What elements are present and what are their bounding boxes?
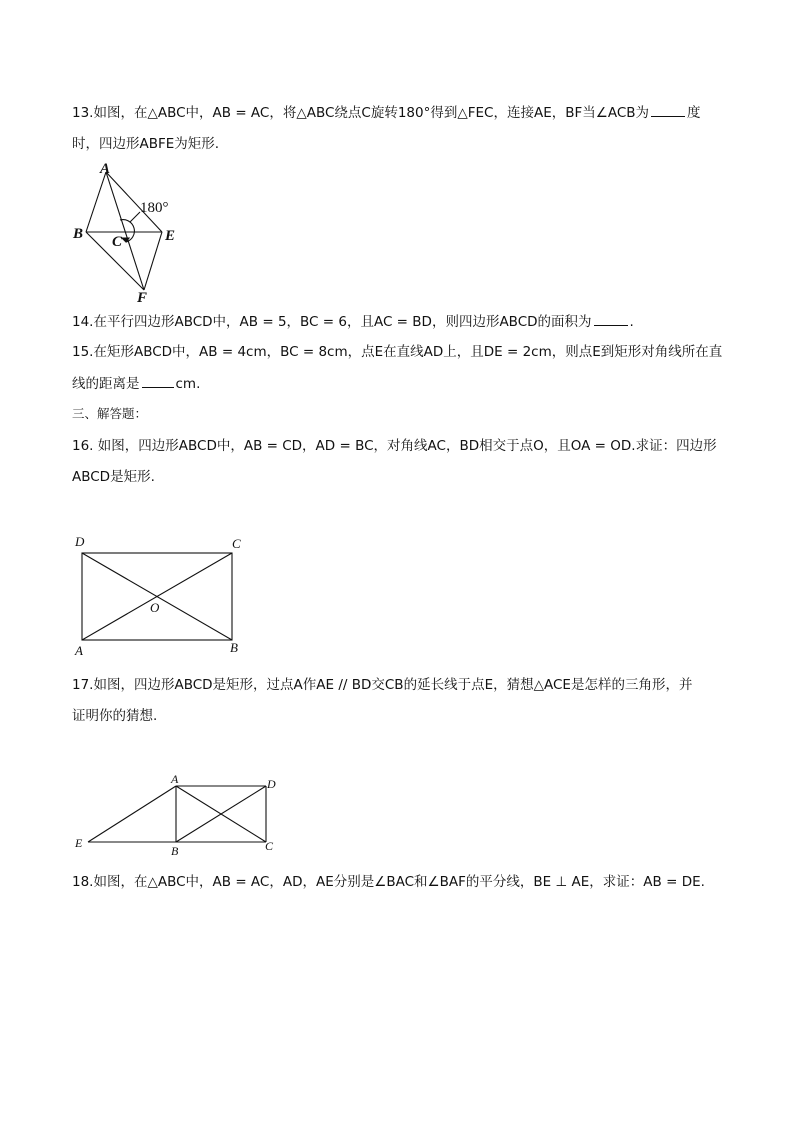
q16-label-a: A: [75, 643, 83, 658]
q13-line1: [72, 102, 701, 123]
q17-line2: 证明你的猜想.: [72, 708, 158, 724]
q13-label-c: C: [112, 234, 123, 250]
q15-line2: [72, 373, 200, 394]
q15-text-a: 线的距离是: [72, 376, 140, 392]
q16-label-d: D: [75, 534, 85, 549]
q15-line1: 15.在矩形ABCD中，AB = 4cm，BC = 8cm，点E在直线AD上，且DE = 2cm，则点E到矩形对角线所在直: [72, 344, 723, 360]
q13-seg-ef: [144, 232, 162, 290]
q15-blank: [142, 373, 174, 388]
q16-figure: [70, 530, 250, 660]
q14-text-a: 14.在平行四边形ABCD中，AB = 5，BC = 6，且AC = BD，则四边形ABCD的面积为: [72, 314, 592, 330]
q17-label-a: A: [171, 772, 179, 786]
q13-text-b: 度: [687, 105, 701, 121]
q15-text-b: cm.: [175, 376, 201, 392]
q16-line1: 16. 如图，四边形ABCD中，AB = CD，AD = BC，对角线AC，BD相交于点O，且OA = OD.求证：四边形: [72, 438, 717, 454]
q14-text-b: .: [629, 314, 634, 330]
q17-figure: [70, 770, 290, 860]
q16-label-b: B: [230, 640, 238, 655]
q17-label-b: B: [171, 844, 179, 858]
section-3-heading: 三、解答题：: [72, 406, 148, 421]
q17-label-c: C: [265, 839, 274, 853]
q14-line: [72, 311, 634, 332]
q13-blank: [651, 102, 685, 117]
q13-label-b: B: [73, 226, 84, 242]
q14-blank: [594, 311, 628, 326]
q17-label-e: E: [75, 836, 83, 850]
q17-line1: 17.如图，四边形ABCD是矩形，过点A作AE // BD交CB的延长线于点E，猜想△ACE是怎样的三角形，并: [72, 677, 693, 693]
q16-label-c: C: [232, 536, 241, 551]
q13-seg-af: [106, 172, 144, 290]
q13-label-f: F: [137, 290, 148, 305]
q13-figure: [70, 160, 200, 305]
q13-angle-pointer: [130, 212, 140, 222]
q13-text-a: 13.如图，在△ABC中，AB = AC，将△ABC绕点C旋转180°得到△FEC，连接AE，BF当∠ACB为: [72, 105, 650, 121]
q13-label-a: A: [100, 161, 111, 177]
q13-line2: 时，四边形ABFE为矩形.: [72, 136, 220, 152]
q16-line2: ABCD是矩形.: [72, 469, 155, 485]
q18-line1: 18.如图，在△ABC中，AB = AC，AD，AE分别是∠BAC和∠BAF的平分线，BE ⊥ AE，求证：AB = DE.: [72, 874, 705, 890]
q13-angle-label: 180°: [140, 200, 169, 216]
q13-label-e: E: [165, 228, 176, 244]
q17-seg-ae: [88, 786, 176, 842]
q17-label-d: D: [267, 777, 276, 791]
q16-label-o: O: [150, 600, 160, 615]
q13-seg-ab: [86, 172, 106, 232]
